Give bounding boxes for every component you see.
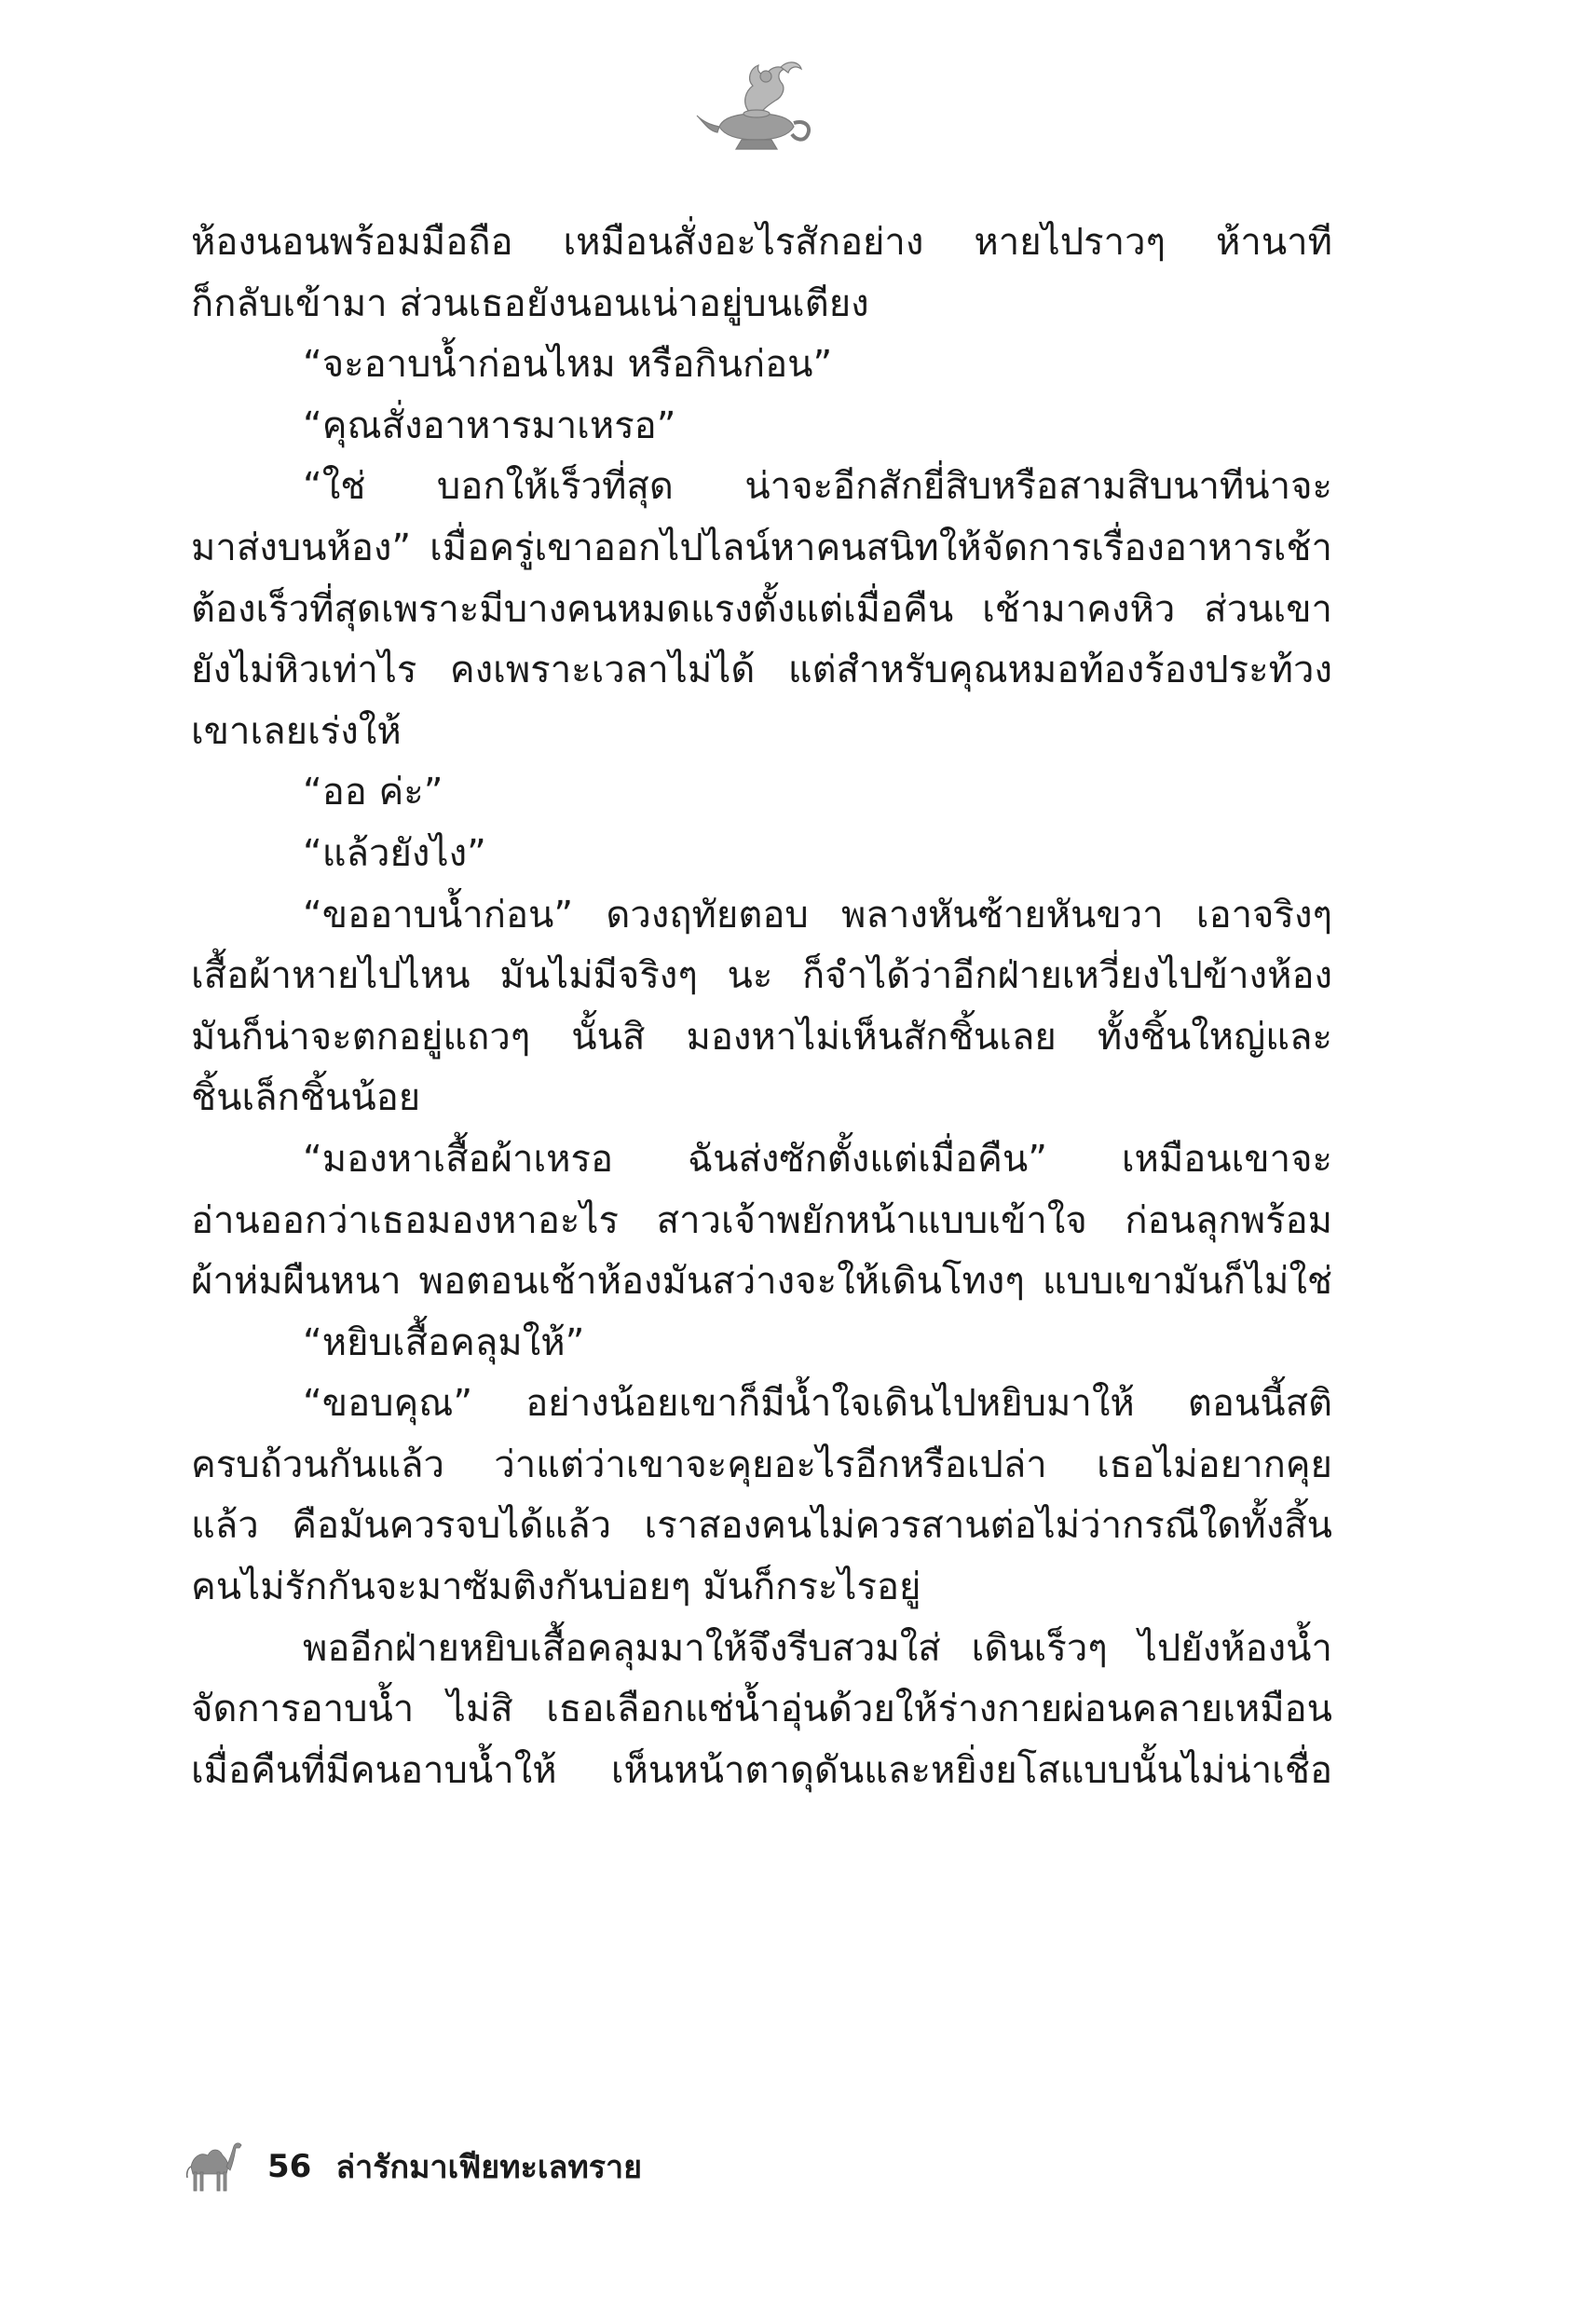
- book-title: ล่ารักมาเฟียทะเลทราย: [335, 2149, 643, 2186]
- text-line: “ขอบคุณ” อย่างน้อยเขาก็มีน้ำใจเดินไปหยิบมาให้ ตอนนี้สติ: [303, 1382, 1332, 1426]
- text-line: เสื้อผ้าหายไปไหน มันไม่มีจริงๆ นะ ก็จำได้ว่าอีกฝ่ายเหวี่ยงไปข้างห้อง: [191, 954, 1332, 998]
- text-line: “คุณสั่งอาหารมาเหรอ”: [303, 403, 676, 447]
- text-line: มันก็น่าจะตกอยู่แถวๆ นั้นสิ มองหาไม่เห็นสักชิ้นเลย ทั้งชิ้นใหญ่และ: [191, 1015, 1332, 1059]
- text-line: “หยิบเสื้อคลุมให้”: [303, 1320, 585, 1364]
- camel-icon: [182, 2139, 243, 2195]
- text-line: “จะอาบน้ำก่อนไหม หรือกินก่อน”: [303, 343, 833, 387]
- text-line: “ใช่ บอกให้เร็วที่สุด น่าจะอีกสักยี่สิบหรือสามสิบนาทีน่าจะ: [303, 465, 1332, 509]
- text-line: “ออ ค่ะ”: [303, 771, 443, 814]
- body-text: [191, 212, 1332, 1801]
- text-line: อ่านออกว่าเธอมองหาอะไร สาวเจ้าพยักหน้าแบบเข้าใจ ก่อนลุกพร้อม: [191, 1198, 1332, 1242]
- text-line: คนไม่รักกันจะมาซัมติงกันบ่อยๆ มันก็กระไรอยู่: [191, 1566, 921, 1609]
- text-line: “มองหาเสื้อผ้าเหรอ ฉันส่งซักตั้งแต่เมื่อคืน” เหมือนเขาจะ: [303, 1137, 1332, 1181]
- text-line: ครบถ้วนกันแล้ว ว่าแต่ว่าเขาจะคุยอะไรอีกหรือเปล่า เธอไม่อยากคุย: [191, 1443, 1332, 1486]
- text-line: จัดการอาบน้ำ ไม่สิ เธอเลือกแช่น้ำอุ่นด้วยให้ร่างกายผ่อนคลายเหมือน: [191, 1688, 1332, 1731]
- text-line: ชิ้นเล็กชิ้นน้อย: [191, 1076, 421, 1120]
- text-line: ห้องนอนพร้อมมือถือ เหมือนสั่งอะไรสักอย่าง หายไปราวๆ ห้านาที: [191, 221, 1332, 264]
- text-line: “ขออาบน้ำก่อน” ดวงฤทัยตอบ พลางหันซ้ายหันขวา เอาจริงๆ: [303, 893, 1332, 937]
- text-line: เขาเลยเร่งให้: [191, 709, 402, 753]
- page-footer: [182, 2134, 642, 2199]
- text-line: มาส่งบนห้อง” เมื่อครู่เขาออกไปไลน์หาคนสนิทให้จัดการเรื่องอาหารเช้า: [191, 526, 1332, 569]
- text-line: พออีกฝ่ายหยิบเสื้อคลุมมาให้จึงรีบสวมใส่ เดินเร็วๆ ไปยังห้องน้ำ: [303, 1626, 1332, 1670]
- text-line: แล้ว คือมันควรจบได้แล้ว เราสองคนไม่ควรสานต่อไม่ว่ากรณีใดทั้งสิ้น: [191, 1504, 1332, 1548]
- text-line: ต้องเร็วที่สุดเพราะมีบางคนหมดแรงตั้งแต่เมื่อคืน เช้ามาคงหิว ส่วนเขา: [191, 587, 1332, 631]
- text-line: เมื่อคืนที่มีคนอาบน้ำให้ เห็นหน้าตาดุดันและหยิ่งยโสแบบนั้นไม่น่าเชื่อ: [191, 1748, 1332, 1792]
- page-number: 56: [267, 2148, 312, 2185]
- text-line: ก็กลับเข้ามา ส่วนเธอยังนอนเน่าอยู่บนเตียง: [191, 281, 869, 325]
- text-line: “แล้วยังไง”: [303, 831, 486, 875]
- text-line: ผ้าห่มผืนหนา พอตอนเช้าห้องมันสว่างจะให้เดินโทงๆ แบบเขามันก็ไม่ใช่: [191, 1260, 1332, 1304]
- genie-lamp-icon: [691, 54, 822, 157]
- text-line: ยังไม่หิวเท่าไร คงเพราะเวลาไม่ได้ แต่สำหรับคุณหมอท้องร้องประท้วง: [191, 649, 1332, 692]
